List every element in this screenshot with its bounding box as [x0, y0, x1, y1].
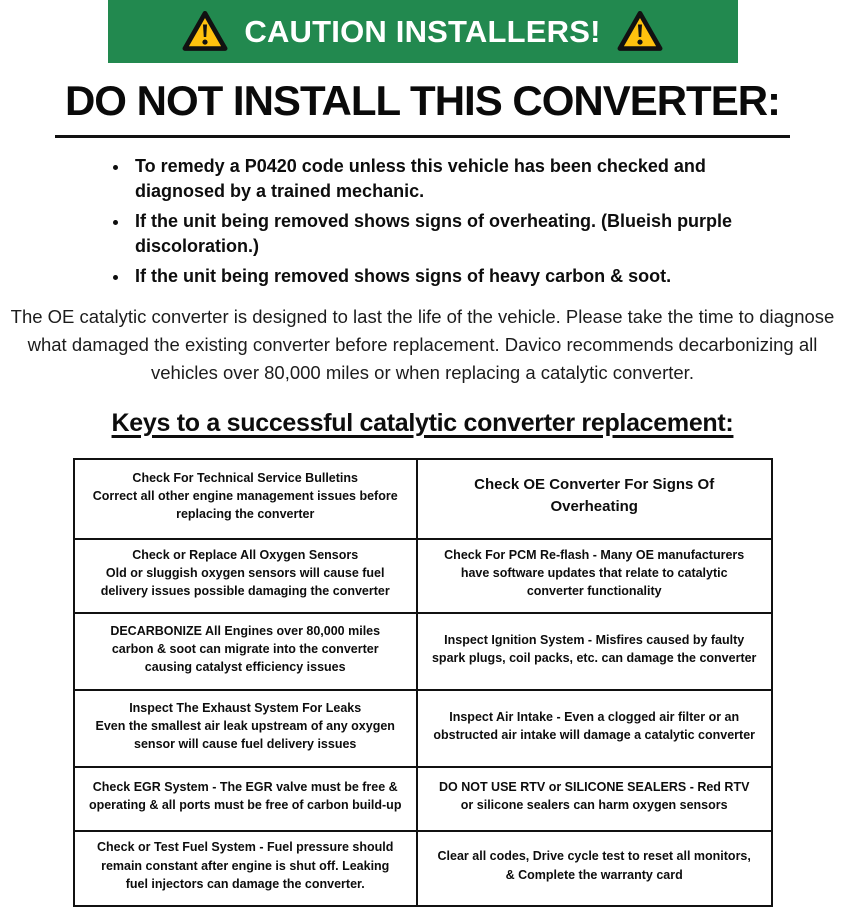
table-cell-left — [74, 539, 417, 613]
table-row — [74, 690, 772, 767]
cell-text: Check For Technical Service Bulletins — [132, 470, 358, 485]
page-title: DO NOT INSTALL THIS CONVERTER: — [64, 77, 781, 124]
cell-text: Check EGR System - The EGR valve must be free & operating & all ports must be free of carbon build-up — [88, 780, 402, 813]
table-cell-left — [74, 831, 417, 905]
table-cell-right — [417, 539, 772, 613]
table-cell-right — [417, 767, 772, 831]
caution-banner — [108, 0, 738, 63]
table-cell-left — [74, 690, 417, 767]
cell-text: DECARBONIZE All Engines over 80,000 miles carbon & soot can migrate into the converter causing catalyst efficiency issues — [110, 623, 381, 674]
cell-text: Check or Replace All Oxygen Sensors — [132, 548, 359, 562]
table-row — [74, 767, 772, 831]
table-row — [74, 539, 772, 613]
cell-text: Even the smallest air leak upstream of any oxygen sensor will cause fuel delivery issues — [95, 718, 395, 751]
cell-text: Check OE Converter For Signs Of Overheating — [474, 476, 715, 515]
cell-text: DO NOT USE RTV or SILICONE SEALERS - Red RTV or silicone sealers can harm oxygen sensors — [438, 780, 750, 813]
table-cell-left — [74, 613, 417, 690]
cell-text: Inspect The Exhaust System For Leaks — [129, 700, 362, 715]
cell-text: Inspect Ignition System - Misfires caused by faulty spark plugs, coil packs, etc. can damage the converter — [431, 632, 757, 665]
intro-paragraph: The OE catalytic converter is designed to last the life of the vehicle. Please take the time to diagnose what damaged the existing converter before replacement. Davico recommends decarbonizing all vehicles over 80,000 miles or when replacing a catalytic converter. — [10, 306, 835, 383]
tips-table — [73, 458, 773, 907]
table-cell-right — [417, 831, 772, 905]
cell-text: Check or Test Fuel System - Fuel pressure should remain constant after engine is shut off. Leaking fuel injectors can damage the converter. — [97, 840, 394, 891]
banner-title: CAUTION INSTALLERS! — [244, 13, 601, 49]
cell-text: Inspect Air Intake - Even a clogged air filter or an obstructed air intake will damage a catalytic converter — [433, 709, 756, 742]
cell-text: Old or sluggish oxygen sensors will cause fuel delivery issues possible damaging the converter — [100, 566, 390, 599]
table-row — [74, 459, 772, 539]
cell-text: Correct all other engine management issues before replacing the converter — [92, 488, 398, 522]
keys-heading: Keys to a successful catalytic converter replacement: — [111, 409, 734, 437]
warning-list — [0, 154, 845, 289]
table-row — [74, 613, 772, 690]
table-row — [74, 831, 772, 905]
tips-table-body — [74, 459, 772, 906]
table-cell-right — [417, 690, 772, 767]
table-cell-left — [74, 767, 417, 831]
warning-item: • If the unit being removed shows signs of overheating. (Blueish purple discoloration.) — [130, 209, 778, 259]
warning-triangle-icon — [182, 9, 228, 55]
divider-line — [55, 135, 790, 138]
warning-item: • To remedy a P0420 code unless this vehicle has been checked and diagnosed by a trained mechanic. — [130, 154, 778, 204]
table-cell-right — [417, 459, 772, 539]
cell-text: Check For PCM Re-flash - Many OE manufacturers have software updates that relate to catalytic converter functionality — [444, 548, 745, 599]
cell-text: Clear all codes, Drive cycle test to reset all monitors, & Complete the warranty card — [437, 849, 751, 882]
table-cell-left — [74, 459, 417, 539]
warning-triangle-icon — [617, 9, 663, 55]
table-cell-right — [417, 613, 772, 690]
warning-item: • If the unit being removed shows signs of heavy carbon & soot. — [130, 264, 778, 289]
